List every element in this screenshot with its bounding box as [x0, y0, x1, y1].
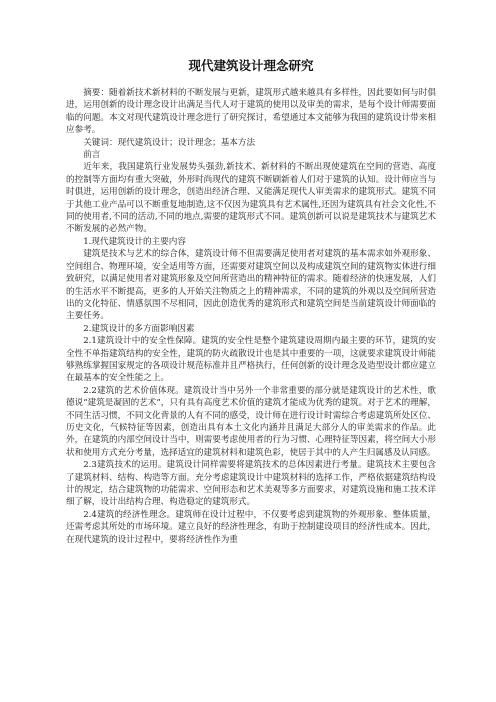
section-heading-1: 1.现代建筑设计的主要内容: [83, 236, 186, 247]
abstract-paragraph: 摘要：随着新技术新材料的不断发展与更新，建筑形式越来越具有多样性，因此要如何与时俱进，运用创新的设计理念设计出满足当代人对于建筑的使用以及审美的需求，是每个设计师需要面临的问题。本文对现代建筑设计理念进行了研究探讨，希望通过本文能够为我国的建筑设计带来相应参考。: [66, 88, 436, 136]
body-paragraph: 2.4建筑的经济性理念。建筑师在设计过程中，不仅要考虑到建筑物的外观形象、整体质量，还需考虑其所处的市场环境。建立良好的经济性理念，有助于控制建设项目的经济性成本。因此，在现代建筑的设计过程中，要将经济性作为重: [66, 509, 436, 545]
section-heading-preface: 前言: [83, 150, 101, 161]
section-heading-2: 2.建筑设计的多方面影响因素: [83, 323, 195, 334]
document-title: 现代建筑设计理念研究: [188, 58, 314, 73]
body-paragraph: 2.2建筑的艺术价值体现。建筑设计当中另外一个非常重要的部分就是建筑设计的艺术性，歌德说“建筑是凝固的艺术”，只有具有高度艺术价值的建筑才能成为优秀的建筑。对于艺术的理解，不同生活习惯，不同文化背景的人有不同的感受，设计师在进行设计时需综合考虑建筑所处区位、历史文化，气候特征等因素，创造出具有本土文化内涵并且满足大部分人的审美需求的作品。此外，在建筑的内部空间设计当中，则需要考虑使用者的行为习惯、心理特征等因素，将空间大小形状和使用方式充分考量，选择适宜的建筑材料和建筑色彩，使居于其中的人产生归属感及认同感。: [66, 385, 436, 458]
body-paragraph: 建筑是技术与艺术的综合体，建筑设计师不但需要满足使用者对建筑的基本需求如外观形象、空间组合、物理环境，安全适用等方面，还需要对建筑空间以及构成建筑空间的建筑物实体进行细致研究，以满足使用者对建筑形象及空间所营造出的精神特征的需求。随着经济的快速发展，人们的生活水平不断提高，更多的人开始关注物质之上的精神需求，不同的建筑的外观以及空间所营造出的文化特征、情感氛围不尽相同，因此创造优秀的建筑形式和建筑空间是当前建筑设计师面临的主要任务。: [66, 249, 436, 322]
body-paragraph: 2.3建筑技术的运用。建筑设计同样需要将建筑技术的总体因素进行考量。建筑技术主要包含了建筑材料、结构、构造等方面。充分考虑建筑设计中建筑材料的选择工作，严格依据建筑结构设计的规定，结合建筑物的功能需求、空间形态和艺术美观等多方面要求，对建筑设施和施工技术详细了解，设计出结构合理、构造稳定的建筑形式。: [66, 460, 436, 508]
body-paragraph: 近年来，我国建筑行业发展势头强劲,新技术、新材料的不断出现使建筑在空间的营造、高度的控制等方面均有重大突破，外形时尚现代的建筑不断刷新着人们对于建筑的认知。设计师应当与时俱进，运用创新的设计理念，创造出经济合理、又能满足现代人审美需求的建筑形式。建筑不同于其他工业产品可以不断重复地制造,这不仅因为建筑具有艺术属性,还因为建筑具有社会文化性,不同的使用者,不同的活动,不同的地点,需要的建筑形式不同。建筑创新可以说是建筑技术与建筑艺术不断发展的必然产物。: [66, 162, 436, 235]
body-paragraph: 2.1建筑设计中的安全性保障。建筑的安全性是整个建筑建设周期内最主要的环节，建筑的安全性不单指建筑结构的安全性，建筑的防火疏散设计也是其中重要的一项，这就要求建筑设计师能够熟练掌握国家规定的各项设计规范标准并且严格执行，任何创新的设计理念及造型设计都应建立在最基本的安全性能之上。: [66, 336, 436, 384]
keywords-line: 关键词：现代建筑设计；设计理念；基本方法: [83, 137, 256, 148]
